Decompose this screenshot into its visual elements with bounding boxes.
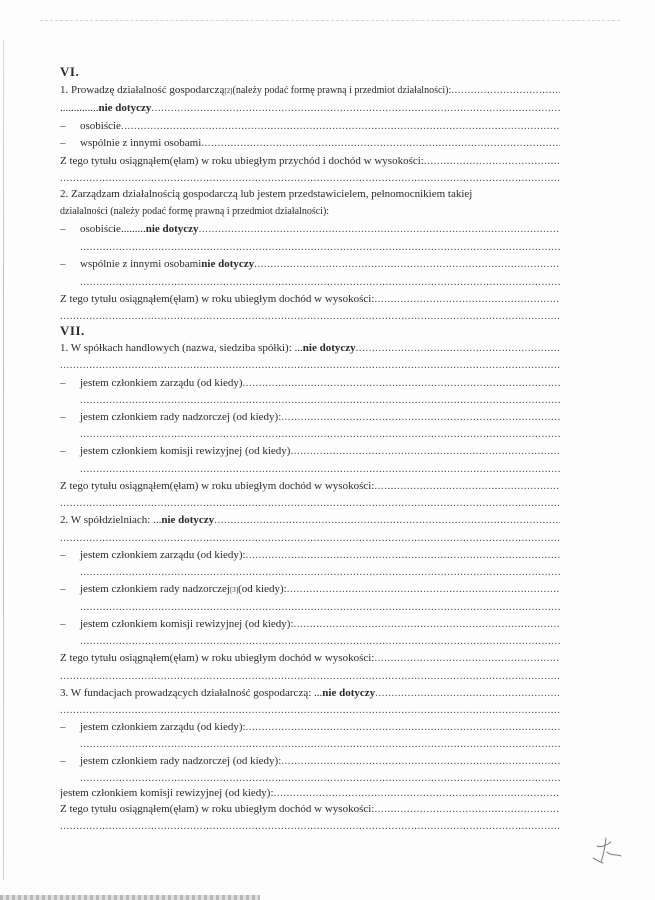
s7-fund-board: jestem członkiem zarządu (od kiedy): xyxy=(80,721,246,733)
s7-fund-audit-line xyxy=(60,785,560,801)
fill-line xyxy=(80,392,560,408)
s7-coop-supervisory-line: – jestem członkiem rady nadzorczej [3] (od kiedy): ..... xyxy=(60,581,560,597)
s7-q3-label: 3. W fundacjach prowadzących działalność gospodarczą: ... xyxy=(60,687,323,699)
fill-line xyxy=(243,375,561,391)
s6-q2-jointly-line xyxy=(60,256,560,272)
s7-income-2-line xyxy=(60,650,560,666)
s6-personally: osobiście xyxy=(80,120,121,132)
fill-line xyxy=(281,753,560,769)
fill-line xyxy=(374,291,560,307)
blank-fill-line xyxy=(60,530,560,546)
s6-q1-note: (należy podać formę prawną i przedmiot działalności): xyxy=(232,85,452,96)
scan-bottom-strip xyxy=(0,895,260,900)
fill-line xyxy=(80,239,560,255)
s7-coop-audit-line xyxy=(60,616,560,632)
blank-fill-line xyxy=(60,770,560,786)
bullet: – xyxy=(60,223,66,235)
answer-dots: .............. xyxy=(60,102,99,114)
s7-income-3: Z tego tytułu osiągnąłem(ęłam) w roku ubiegłym dochód w wysokości: xyxy=(60,803,375,815)
blank-fill-line xyxy=(60,170,560,186)
blank-fill-line xyxy=(60,736,560,752)
s6-q2-personally-answer: nie dotyczy xyxy=(145,223,199,235)
s6-q2-personally-line xyxy=(60,221,560,237)
section-vii-heading: VII. xyxy=(60,323,85,338)
s6-q2-jointly: wspólnie z innymi osobami xyxy=(80,258,202,270)
scan-top-marks xyxy=(40,20,620,23)
fill-line xyxy=(60,308,560,324)
fill-line xyxy=(451,82,560,98)
s6-q2-line1 xyxy=(60,186,560,202)
fill-line xyxy=(274,785,560,801)
s7-income-1: Z tego tytułu osiągnąłem(ęłam) w roku ubiegłym dochód w wysokości: xyxy=(60,480,375,492)
fill-line xyxy=(201,135,560,151)
bullet: – xyxy=(60,721,66,733)
fill-line xyxy=(374,478,560,494)
fill-line xyxy=(199,221,560,237)
fill-line xyxy=(290,443,560,459)
s7-fund-board-line xyxy=(60,719,560,735)
fill-line xyxy=(121,118,560,134)
s7-income-2: Z tego tytułu osiągnąłem(ęłam) w roku ubiegłym dochód w wysokości: xyxy=(60,652,375,664)
blank-fill-line xyxy=(60,668,560,684)
fill-line xyxy=(294,616,560,632)
fill-line xyxy=(60,668,560,684)
section-vi-heading: VI. xyxy=(60,64,80,79)
s6-q1-line: 1. Prowadzę działalność gospodarczą [2] (należy podać formę prawną i przedmiot działalności): ..... xyxy=(60,82,560,98)
bullet: – xyxy=(60,411,66,423)
s7-q1-line xyxy=(60,340,560,356)
s6-jointly: wspólnie z innymi osobami xyxy=(80,137,202,149)
blank-fill-line xyxy=(60,818,560,834)
fill-line xyxy=(80,633,560,649)
s7-supervisory-line xyxy=(60,409,560,425)
s7-income-1-line xyxy=(60,478,560,494)
blank-fill-line xyxy=(60,599,560,615)
blank-fill-line xyxy=(60,274,560,290)
s6-q2-line2 xyxy=(60,204,560,220)
fill-line xyxy=(80,599,560,615)
fill-line xyxy=(80,426,560,442)
s6-q2-jointly-answer: nie dotyczy xyxy=(201,258,255,270)
fill-line xyxy=(60,495,560,511)
s7-audit-line xyxy=(60,443,560,459)
fill-line xyxy=(374,650,560,666)
s6-income-2-line xyxy=(60,291,560,307)
fill-line xyxy=(356,340,560,356)
s6-q1-answer: nie dotyczy xyxy=(98,102,152,114)
fill-line xyxy=(60,818,560,834)
blank-fill-line xyxy=(60,564,560,580)
blank-fill-line xyxy=(60,308,560,324)
fill-line xyxy=(80,274,560,290)
s7-q1-answer: nie dotyczy xyxy=(302,342,356,354)
bullet: – xyxy=(60,120,66,132)
fill-line xyxy=(80,461,560,477)
s7-board-line xyxy=(60,375,560,391)
fill-line xyxy=(375,685,560,701)
blank-fill-line xyxy=(60,426,560,442)
fill-line xyxy=(246,719,560,735)
s7-coop-audit: jestem członkiem komisji rewizyjnej (od kiedy): xyxy=(80,618,294,630)
bullet: – xyxy=(60,618,66,630)
s6-q1-answer-line xyxy=(60,100,560,116)
blank-fill-line xyxy=(60,495,560,511)
bullet: – xyxy=(60,377,66,389)
s6-income-2: Z tego tytułu osiągnąłem(ęłam) w roku ubiegłym dochód w wysokości: xyxy=(60,293,375,305)
s7-coop-supervisory: jestem członkiem rady nadzorczej xyxy=(80,583,230,595)
fill-line xyxy=(424,153,560,169)
s6-q2-text-1: 2. Zarządzam działalnością gospodarczą lub jestem przedstawicielem, pełnomocnikiem takiej xyxy=(60,188,473,200)
bullet: – xyxy=(60,755,66,767)
scan-edge xyxy=(3,40,4,880)
fill-line xyxy=(80,564,560,580)
s7-q3-answer: nie dotyczy xyxy=(322,687,376,699)
bullet: – xyxy=(60,445,66,457)
s7-q2-label: 2. W spółdzielniach: ... xyxy=(60,514,162,526)
s7-q3-line xyxy=(60,685,560,701)
s7-supervisory: jestem członkiem rady nadzorczej (od kiedy): xyxy=(80,411,282,423)
fill-line xyxy=(281,409,560,425)
s7-fund-supervisory-line xyxy=(60,753,560,769)
blank-fill-line xyxy=(60,461,560,477)
s6-q2-text-2: działalności (należy podać formę prawną i przedmiot działalności): xyxy=(60,206,330,217)
fill-line xyxy=(60,530,560,546)
bullet: – xyxy=(60,549,66,561)
s6-q1-label: 1. Prowadzę działalność gospodarczą xyxy=(60,84,225,96)
blank-fill-line xyxy=(60,392,560,408)
bullet: – xyxy=(60,137,66,149)
s7-q2-answer: nie dotyczy xyxy=(161,514,215,526)
fill-line xyxy=(60,702,560,718)
fill-line xyxy=(60,170,560,186)
fill-line xyxy=(287,581,560,597)
blank-fill-line xyxy=(60,702,560,718)
fill-line xyxy=(80,770,560,786)
fill-line xyxy=(60,357,560,373)
s7-fund-audit: jestem członkiem komisji rewizyjnej (od kiedy): xyxy=(60,787,274,799)
bullet: – xyxy=(60,258,66,270)
blank-fill-line xyxy=(60,357,560,373)
s6-personally-line xyxy=(60,118,560,134)
s7-income-3-line xyxy=(60,801,560,817)
s7-fund-supervisory: jestem członkiem rady nadzorczej (od kiedy): xyxy=(80,755,282,767)
s6-income-1-line xyxy=(60,153,560,169)
s7-q2-line xyxy=(60,512,560,528)
fill-line xyxy=(246,547,560,563)
bullet: – xyxy=(60,583,66,595)
handwritten-initials xyxy=(591,832,627,868)
s7-audit: jestem członkiem komisji rewizyjnej (od kiedy) xyxy=(80,445,291,457)
blank-fill-line xyxy=(60,633,560,649)
fill-line xyxy=(151,100,560,116)
fill-line xyxy=(374,801,560,817)
s7-q1-label: 1. W spółkach handlowych (nazwa, siedziba spółki): ... xyxy=(60,342,303,354)
blank-fill-line xyxy=(60,239,560,255)
fill-line xyxy=(80,736,560,752)
fill-line xyxy=(214,512,560,528)
s6-income-1: Z tego tytułu osiągnąłem(ęłam) w roku ubiegłym przychód i dochód w wysokości: xyxy=(60,155,424,167)
s6-jointly-line xyxy=(60,135,560,151)
fill-line xyxy=(254,256,560,272)
s6-q2-personally: osobiście......... xyxy=(80,223,146,235)
s7-coop-board-line xyxy=(60,547,560,563)
s7-coop-supervisory-tail: (od kiedy): xyxy=(238,583,287,595)
s7-coop-board: jestem członkiem zarządu (od kiedy): xyxy=(80,549,246,561)
s7-board: jestem członkiem zarządu (od kiedy) xyxy=(80,377,243,389)
